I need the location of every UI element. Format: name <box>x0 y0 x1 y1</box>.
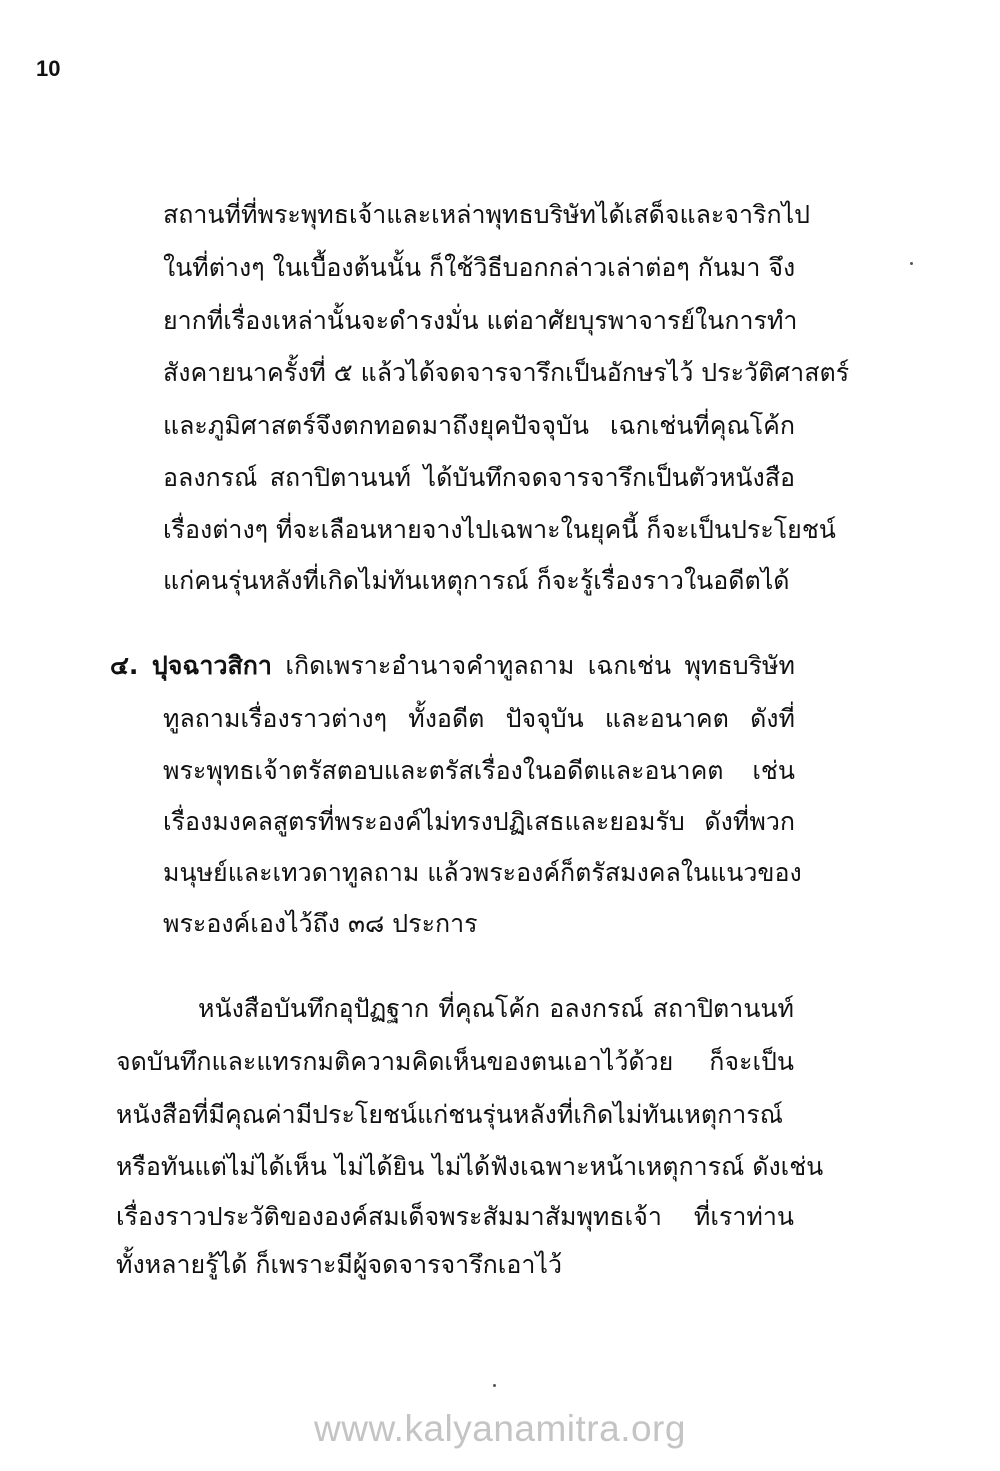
item-title: ปุจฉาวสิกา <box>151 651 272 680</box>
text-line: พระองค์เองไว้ถึง ๓๘ ประการ <box>163 909 478 938</box>
text-line: ยากที่เรื่องเหล่านั้นจะดำรงมั่น แต่อาศัยบุรพาจารย์ในการทำ <box>163 306 798 335</box>
text-line: หนังสือบันทึกอุปัฏฐาก ที่คุณโค้ก อลงกรณ์ สถาปิตานนท์ <box>198 994 794 1023</box>
text-line: หรือทันแต่ไม่ได้เห็น ไม่ได้ยิน ไม่ได้ฟังเฉพาะหน้าเหตุการณ์ ดังเช่น <box>116 1152 824 1181</box>
text-line: จดบันทึกและแทรกมติความคิดเห็นของตนเอาไว้ด้วย ก็จะเป็น <box>116 1047 794 1076</box>
text-line: มนุษย์และเทวดาทูลถาม แล้วพระองค์ก็ตรัสมงคลในแนวของ <box>163 858 802 887</box>
item-number: ๔. <box>110 651 139 680</box>
text-line: ทั้งหลายรู้ได้ ก็เพราะมีผู้จดจารจารึกเอาไว้ <box>116 1250 562 1279</box>
text-line: ทูลถามเรื่องราวต่างๆ ทั้งอดีต ปัจจุบัน และอนาคต ดังที่ <box>163 704 795 733</box>
text-line: สถานที่ที่พระพุทธเจ้าและเหล่าพุทธบริษัทได้เสด็จและจาริกไป <box>163 200 811 229</box>
text-line: เรื่องมงคลสูตรที่พระองค์ไม่ทรงปฏิเสธและยอมรับ ดังที่พวก <box>163 807 795 836</box>
text-line: สังคายนาครั้งที่ ๕ แล้วได้จดจารจารึกเป็นอักษรไว้ ประวัติศาสตร์ <box>163 358 850 387</box>
scan-speck <box>910 262 913 265</box>
watermark: www.kalyanamitra.org <box>314 1408 686 1449</box>
text-line: อลงกรณ์ สถาปิตานนท์ ได้บันทึกจดจารจารึกเป็นตัวหนังสือ <box>163 463 795 492</box>
list-item-first-line <box>110 649 795 683</box>
text-line: เรื่องต่างๆ ที่จะเลือนหายจางไปเฉพาะในยุคนี้ ก็จะเป็นประโยชน์ <box>163 515 836 544</box>
text-line: แก่คนรุ่นหลังที่เกิดไม่ทันเหตุการณ์ ก็จะรู้เรื่องราวในอดีตได้ <box>163 566 790 595</box>
text-line: พระพุทธเจ้าตรัสตอบและตรัสเรื่องในอดีตและอนาคต เช่น <box>163 756 795 785</box>
text-line: ในที่ต่างๆ ในเบื้องต้นนั้น ก็ใช้วิธีบอกกล่าวเล่าต่อๆ กันมา จึง <box>163 253 796 282</box>
text-line: เรื่องราวประวัติขององค์สมเด็จพระสัมมาสัมพุทธเจ้า ที่เราท่าน <box>116 1202 794 1231</box>
scan-speck <box>493 1384 496 1387</box>
text-line: และภูมิศาสตร์จึงตกทอดมาถึงยุคปัจจุบัน เฉกเช่นที่คุณโค้ก <box>163 411 795 440</box>
item-text: เกิดเพราะอำนาจคำทูลถาม เฉกเช่น พุทธบริษัท <box>285 651 796 680</box>
text-line: หนังสือที่มีคุณค่ามีประโยชน์แก่ชนรุ่นหลังที่เกิดไม่ทันเหตุการณ์ <box>116 1100 783 1129</box>
page-number: 10 <box>36 56 61 81</box>
